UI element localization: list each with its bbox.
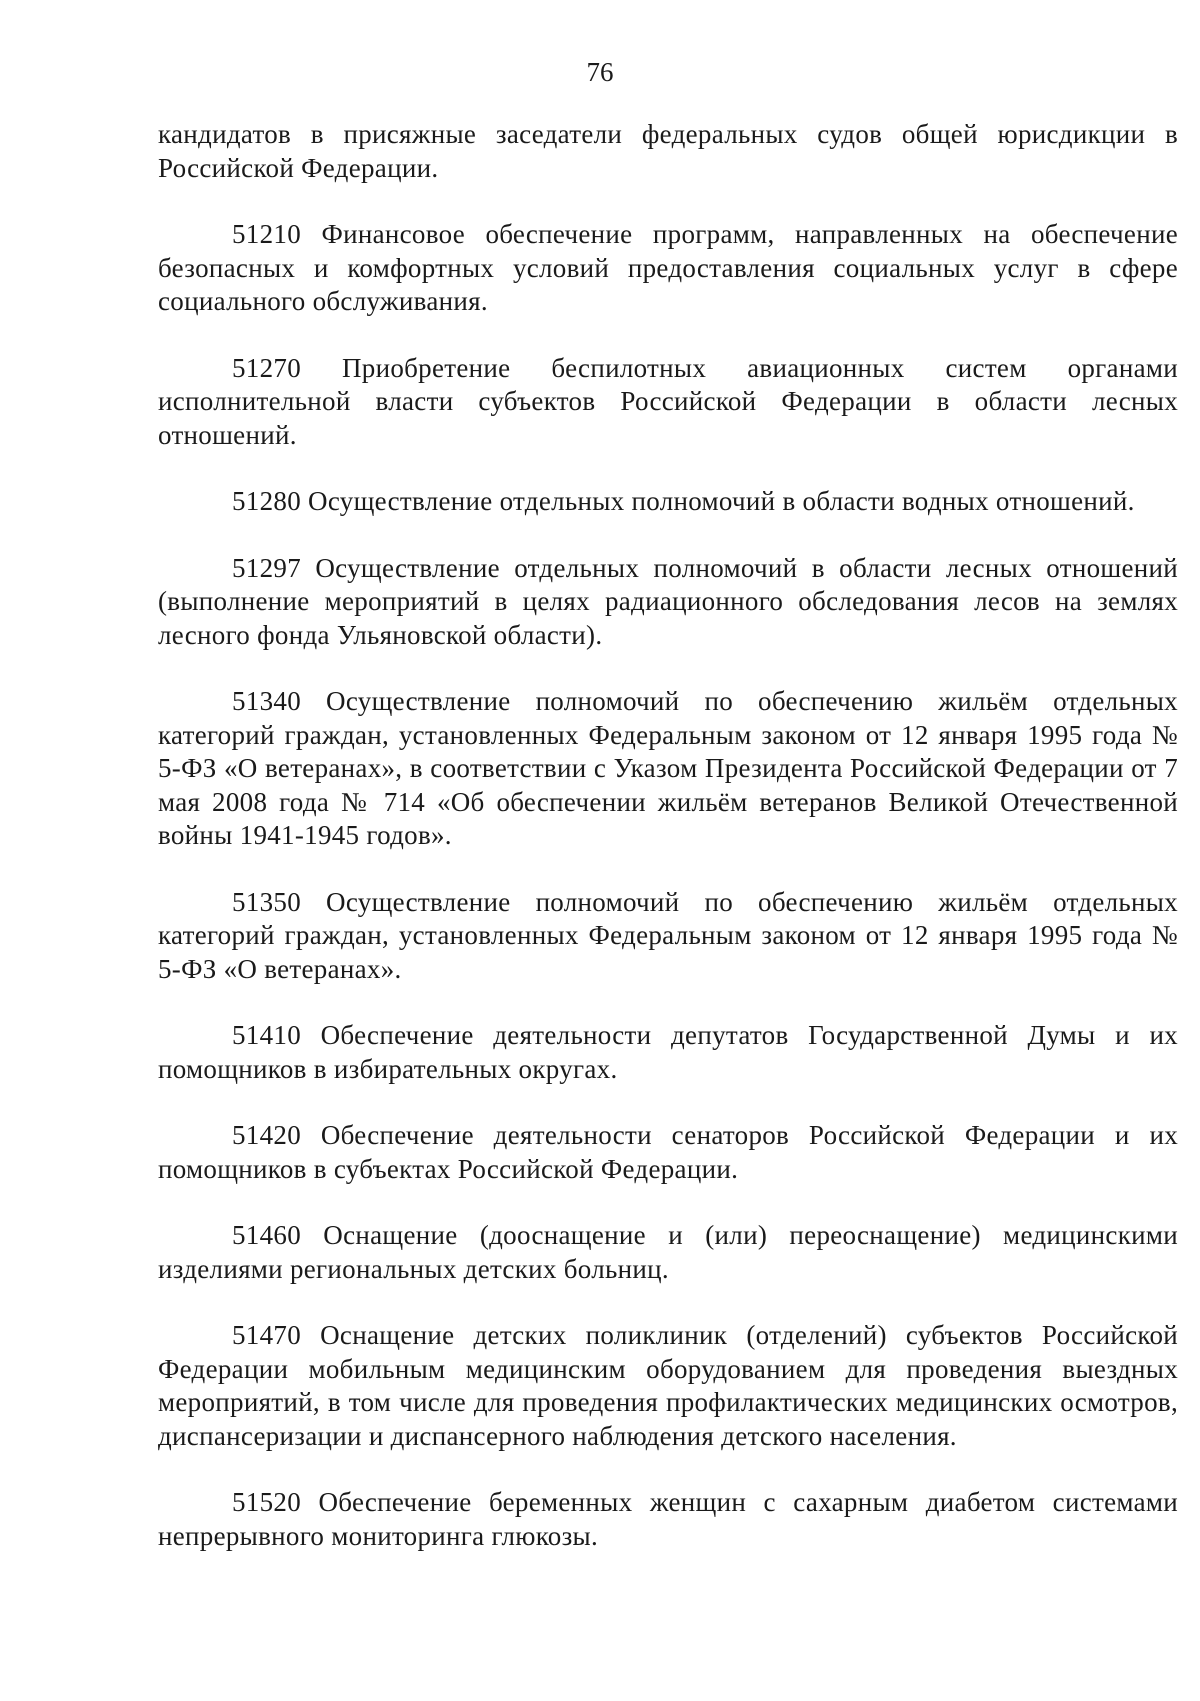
paragraph-51410: 51410 Обеспечение деятельности депутатов Государственной Думы и их помощников в избирательных округах.	[158, 1020, 1178, 1084]
paragraph-51520: 51520 Обеспечение беременных женщин с сахарным диабетом системами непрерывного мониторинга глюкозы.	[158, 1487, 1178, 1551]
paragraph-51280: 51280 Осуществление отдельных полномочий в области водных отношений.	[232, 486, 1135, 516]
paragraph-51340: 51340 Осуществление полномочий по обеспечению жильём отдельных категорий граждан, установленных Федеральным законом от 12 января 1995 года № 5-ФЗ «О ветеранах», в соответствии с Указом Президента Российской Федерации от 7 мая 2008 года № 714 «Об обеспечении жильём ветеранов Великой Отечественной войны 1941-1945 годов».	[158, 686, 1178, 850]
paragraph-51270: 51270 Приобретение беспилотных авиационных систем органами исполнительной власти субъектов Российской Федерации в области лесных отношений.	[158, 352, 1178, 450]
paragraph-51350: 51350 Осуществление полномочий по обеспечению жильём отдельных категорий граждан, установленных Федеральным законом от 12 января 1995 года № 5-ФЗ «О ветеранах».	[158, 886, 1178, 984]
document-body	[158, 118, 1178, 1586]
paragraph-51210: 51210 Финансовое обеспечение программ, направленных на обеспечение безопасных и комфортных условий предоставления социальных услуг в сфере социального обслуживания.	[158, 219, 1178, 316]
paragraph-51420: 51420 Обеспечение деятельности сенаторов Российской Федерации и их помощников в субъектах Российской Федерации.	[158, 1120, 1178, 1184]
paragraph-51297: 51297 Осуществление отдельных полномочий в области лесных отношений (выполнение мероприятий в целях радиационного обследования лесов на землях лесного фонда Ульяновской области).	[158, 552, 1178, 650]
paragraph-continuation: кандидатов в присяжные заседатели федеральных судов общей юрисдикции в Российской Федерации.	[158, 119, 1178, 183]
paragraph-51470: 51470 Оснащение детских поликлиник (отделений) субъектов Российской Федерации мобильным медицинским оборудованием для проведения выездных мероприятий, в том числе для проведения профилактических медицинских осмотров, диспансеризации и диспансерного наблюдения детского населения.	[158, 1320, 1178, 1451]
paragraph-51460: 51460 Оснащение (дооснащение и (или) переоснащение) медицинскими изделиями региональных детских больниц.	[158, 1220, 1178, 1284]
page-number: 76	[586, 57, 614, 87]
